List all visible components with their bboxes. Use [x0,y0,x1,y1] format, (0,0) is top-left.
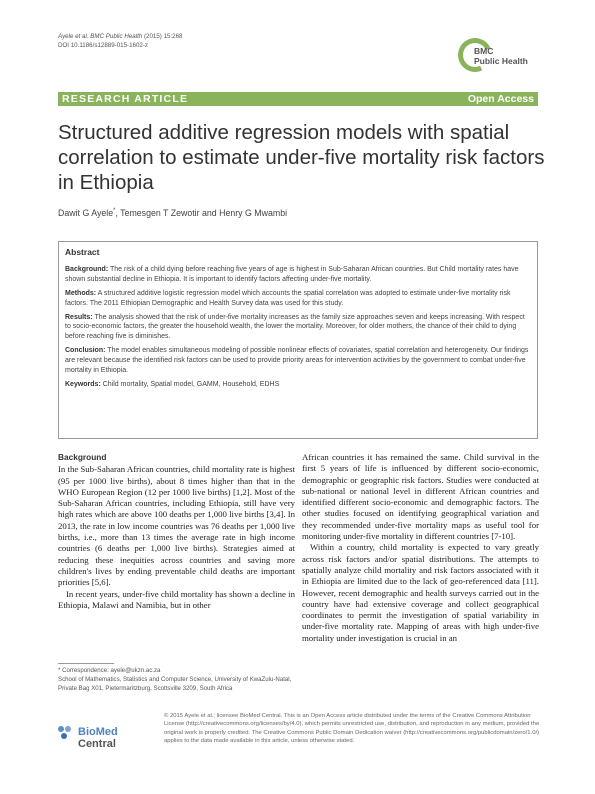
author-list [58,208,287,218]
body-paragraph: Within a country, child mortality is expected to vary greatly across risk factors and/or spatial distributions. The attempts to spatially analyze child mortality and risk factors associated with it in Ethiopia are limited due to the lack of geo-referenced data [11]. However, recent demographic and health surveys carried out in the country have had extensive coverage and collect geographical coordinates to permit the investigation of spatial variability in under-five mortality rate. Mapping of areas with high under-five mortality under investigation is crucial in an [302,542,539,643]
publisher-logo [58,724,158,750]
abstract-conclusion [65,346,531,375]
doi: DOI 10.1186/s12889-015-1602-z [58,42,149,49]
body-paragraph: African countries it has remained the same. Child survival in the first 5 years of life is influenced by different socio-economic, demographic or geographic risk factors. Studies were conducted at sub-national or national level in different African countries and identified different socio-economic and demographic factors. The other studies focused on identifying geographical variation and they recommended under-five mortality maps as useful tool for monitoring under-five mortality in different countries [7-10]. [302,452,539,542]
citation-header [58,32,183,50]
abstract-box [58,241,538,439]
label-conclusion: Conclusion: [65,347,106,355]
abstract-methods [65,289,531,309]
body-paragraph: In the Sub-Saharan African countries, child mortality rate is highest (95 per 1000 live births), about 8 times higher than that in the WHO European Region (12 per 1000 live births) [1,2]. Most of the Sub-Saharan African countries, including Ethiopia, still have very high rates which are above 100 deaths per 1,000 live births [3,4]. In 2013, the rate in low income countries was 76 deaths per 1,000 live births, i.e., more than 13 times the average rate in high income countries (6 deaths per 1,000 live births). Strategies aimed at reducing these inequities across countries and saving more children's lives by ending preventable child deaths are important priorities [5,6]. [58,464,295,588]
body-column-left [58,452,295,611]
footnote-rule [58,663,114,664]
affiliation: School of Mathematics, Statistics and Computer Science, University of KwaZulu-Natal, Private Bag X01, Pietermaritzburg, Scottsville 3209, South Africa [58,675,292,692]
license-text: © 2015 Ayele et al.; licensee BioMed Central. This is an Open Access article distributed under the terms of the Creative Commons Attribution License (http://creativecommons.org/licenses/by/4.0), which permits unrestricted use, distribution, and reproduction in any medium, provided the original work is properly credited. The Creative Commons Public Domain Dedication waiver (http://creativecommons.org/publicdomain/zero/1.0/) applies to the data made available in this article, unless otherwise stated. [164,713,540,745]
text-conclusion: The model enables simultaneous modeling of possible nonlinear effects of covariates, spatial correlation and heterogeneity. Our findings are relevant because the identified risk factors can be used to provide priority areas for intervention activities by the government to combat under-five mortality in Ethiopia. [65,347,529,374]
footnote [58,667,294,693]
body-paragraph: In recent years, under-five child mortality has shown a decline in Ethiopia, Malawi and Namibia, but in other [58,588,295,610]
citation-volume: (2015) 15:268 [143,33,183,40]
body-column-right [302,452,539,644]
correspondence-email: * Correspondence: ayele@ukzn.ac.za [58,667,161,674]
abstract-keywords [65,380,531,390]
citation-author: Ayele [58,33,74,40]
text-background: The risk of a child dying before reaching five years of age is highest in Sub-Saharan African countries. But Child mortality rates have shown substantial decline in Ethiopia. It is important to identify factors affecting under-five mortality. [65,266,519,283]
text-methods: A structured additive logistic regression model which accounts the spatial correlation was adopted to estimate under-five mortality risk factors. The 2011 Ethiopian Demographic and Health Survey data was used for this study. [65,289,511,307]
abstract-background [65,265,531,285]
section-heading-background: Background [58,452,107,462]
article-type-banner [58,92,538,106]
other-authors: , Temesgen T Zewotir and Henry G Mwambi [115,208,288,218]
text-keywords: Child mortality, Spatial model, GAMM, Household, EDHS [100,380,280,388]
publisher-name [78,726,158,750]
publisher-part3: Central [78,738,116,750]
label-methods: Methods: [65,289,97,297]
author-1: Dawit G Ayele [58,208,114,218]
abstract-results [65,313,531,342]
corresponding-mark: * [113,208,116,215]
label-background: Background: [65,266,109,273]
journal-logo-line2: Public Health [474,56,528,66]
abstract-body [65,265,531,394]
label-keywords: Keywords: [65,380,101,388]
biomed-dots-icon [58,726,74,740]
publisher-part2: Med [95,726,118,738]
journal-logo-line1: BMC [474,46,494,56]
citation-journal: et al. BMC Public Health [75,33,143,40]
journal-logo [446,38,546,78]
publisher-part1: Bio [78,726,96,738]
abstract-heading: Abstract [65,247,100,257]
open-access-label: Open Access [467,93,534,105]
article-title: Structured additive regression models with spatial correlation to estimate under-five mortality risk factors in Ethiopia [58,121,545,194]
citation-line [58,32,183,41]
label-results: Results: [65,313,93,321]
article-type: RESEARCH ARTICLE [62,93,189,105]
text-results: The analysis showed that the risk of under-five mortality increases as the family size approaches seven and keeps increasing. With respect to socio-economic factors, the greater the household wealth, the lower the mortality. Moreover, for older mothers, the chance of their child to dying before reaching five is diminishes. [65,313,525,341]
